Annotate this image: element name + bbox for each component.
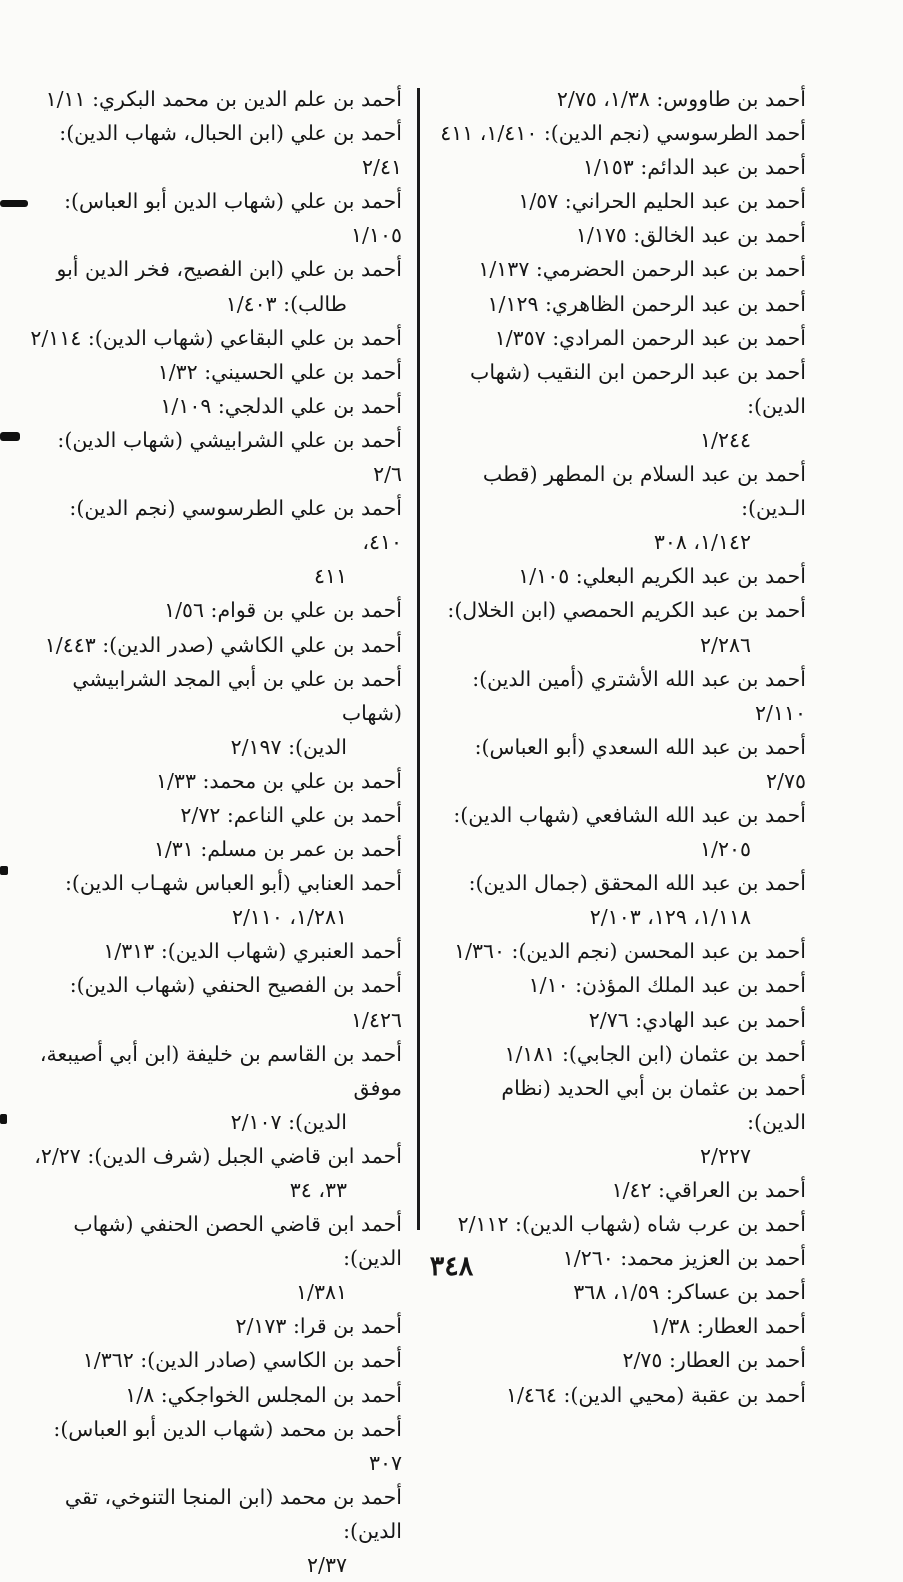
index-entry (438, 457, 806, 559)
index-entry-text: أحمد بن عقبة (محيي الدين): ١/٤٦٤ (505, 1382, 806, 1407)
index-entry (438, 150, 806, 184)
index-entry (30, 1309, 402, 1343)
index-entry (438, 116, 806, 150)
index-entry (438, 1343, 806, 1377)
index-entry-text: أحمد بن علي بن أبي المجد الشرابيشي (شهاب (72, 666, 402, 725)
index-entry (438, 593, 806, 661)
index-entry (438, 1037, 806, 1071)
scan-mark (0, 866, 8, 875)
index-entry (438, 1003, 806, 1037)
index-entry-text: أحمد بن عبد الكريم الحمصي (ابن الخلال): (447, 598, 806, 623)
index-entry-text: أحمد بن عبد الرحمن ابن النقيب (شهاب الدين): (470, 359, 806, 418)
index-entry-text: أحمد بن القاسم بن خليفة (ابن أبي أصيبعة، موفق (39, 1041, 402, 1100)
scan-mark (0, 200, 28, 207)
index-entry (30, 593, 402, 627)
index-entry-text: أحمد بن عبد الهادي: ٢/٧٦ (588, 1007, 806, 1032)
index-entry-text: أحمد بن عساكر: ١/٥٩، ٣٦٨ (573, 1280, 806, 1305)
index-entry-text: أحمد بن علي الدلجي: ١/١٠٩ (160, 393, 402, 418)
index-entry-text: أحمد بن علي البقاعي (شهاب الدين): ٢/١١٤ (30, 325, 402, 350)
index-entry-text: أحمد بن الكاسي (صادر الدين): ١/٣٦٢ (82, 1348, 402, 1373)
index-entry-continuation: الدين): ٢/١٩٧ (230, 734, 347, 759)
index-entry (30, 423, 402, 491)
index-entry-text: أحمد بن عبد السلام بن المطهر (قطب الـدين): (482, 462, 806, 521)
index-entry (438, 287, 806, 321)
index-entry-text: أحمد بن محمد (شهاب الدين أبو العباس): ٣٠٧ (53, 1416, 402, 1475)
index-entry-text: أحمد بن العزيز محمد: ١/٢٦٠ (562, 1246, 806, 1271)
index-entry-text: أحمد العطار: ١/٣٨ (650, 1314, 806, 1339)
index-entry (30, 832, 402, 866)
index-entry (30, 116, 402, 184)
index-entry (438, 1071, 806, 1173)
index-entry (438, 1207, 806, 1241)
index-entry (30, 628, 402, 662)
index-entry-text: أحمد بن عمر بن مسلم: ١/٣١ (153, 837, 402, 862)
index-entry-continuation: ٢/٢٨٦ (700, 632, 751, 657)
index-entry-text: أحمد بن عثمان بن أبي الحديد (نظام الدين): (501, 1075, 806, 1134)
index-entry-continuation: ٣٣، ٣٤ (289, 1178, 347, 1202)
index-entry (438, 321, 806, 355)
index-entry-text: أحمد بن علي بن قوام: ١/٥٦ (164, 598, 402, 623)
index-entry (30, 184, 402, 252)
index-entry-text: أحمد بن علم الدين بن محمد البكري: ١/١١ (45, 87, 402, 111)
index-entry (30, 252, 402, 320)
index-entry (30, 1139, 402, 1207)
index-entry (30, 934, 402, 968)
index-entry (438, 1173, 806, 1207)
index-entry-text: أحمد بن علي بن محمد: ١/٣٣ (156, 768, 402, 793)
index-column-left (30, 82, 402, 1582)
index-entry-continuation: ٢/٣٧ (307, 1553, 347, 1578)
index-entry-text: أحمد بن عبد الرحمن الظاهري: ١/١٢٩ (487, 291, 806, 316)
index-entry-text: أحمد بن الفصيح الحنفي (شهاب الدين): ١/٤٢٦ (69, 973, 402, 1032)
index-entry (438, 184, 806, 218)
index-entry-text: أحمد بن عبد الملك المؤذن: ١/١٠ (528, 973, 806, 998)
index-entry (438, 1309, 806, 1343)
index-entry-text: أحمد العنبري (شهاب الدين): ١/٣١٣ (103, 939, 402, 964)
index-entry (30, 1037, 402, 1139)
scan-mark (0, 432, 20, 441)
index-entry (438, 662, 806, 730)
index-entry (30, 1480, 402, 1582)
index-entry-text: أحمد بن علي الطرسوسي (نجم الدين): ٤١٠، (69, 496, 402, 555)
index-entry (30, 491, 402, 593)
index-entry-text: أحمد بن عثمان (ابن الجابي): ١/١٨١ (504, 1041, 806, 1066)
index-entry-text: أحمد بن علي (ابن الحبال، شهاب الدين): ٢/٤١ (59, 121, 402, 180)
index-entry-text: أحمد الطرسوسي (نجم الدين): ١/٤١٠، ٤١١ (440, 121, 806, 146)
index-entry (30, 662, 402, 764)
index-entry (438, 252, 806, 286)
index-entry-continuation: ١/١٤٢، ٣٠٨ (653, 530, 751, 555)
index-entry (438, 218, 806, 252)
index-entry (438, 355, 806, 457)
index-entry-text: أحمد بن المجلس الخواجكي: ١/٨ (125, 1382, 402, 1407)
index-entry (30, 389, 402, 423)
index-entry (30, 1412, 402, 1480)
index-entry-text: أحمد بن عبد الحليم الحراني: ١/٥٧ (518, 189, 806, 214)
index-entry-text: أحمد بن عبد الله الأشتري (أمين الدين): ٢/١١٠ (472, 666, 806, 725)
scan-mark (0, 1114, 7, 1124)
index-entry (438, 559, 806, 593)
index-entry (30, 764, 402, 798)
index-entry-continuation: ٢/٢٢٧ (700, 1143, 751, 1168)
index-entry-text: أحمد بن طاووس: ١/٣٨، ٢/٧٥ (556, 87, 806, 111)
index-entry-text: أحمد بن عبد الكريم البعلي: ١/١٠٥ (518, 564, 806, 589)
index-entry (438, 866, 806, 934)
index-entry-text: أحمد ابن قاضي الجبل (شرف الدين): ٢/٢٧، (34, 1143, 402, 1168)
index-column-right (438, 82, 806, 1412)
index-entry (30, 321, 402, 355)
index-entry-text: أحمد بن عبد الله الشافعي (شهاب الدين): (453, 802, 806, 827)
index-entry-text: أحمد بن عرب شاه (شهاب الدين): ٢/١١٢ (457, 1212, 806, 1237)
index-entry-text: أحمد العنابي (أبو العباس شهـاب الدين): (65, 871, 402, 896)
index-entry-continuation: ١/١١٨، ١٢٩، ٢/١٠٣ (589, 905, 751, 930)
index-entry-continuation: ١/٢٠٥ (700, 837, 751, 862)
index-entry (438, 934, 806, 968)
index-entry-text: أحمد بن علي الحسيني: ١/٣٢ (157, 359, 402, 384)
index-entry-text: أحمد بن العطار: ٢/٧٥ (622, 1348, 806, 1373)
index-entry-text: أحمد ابن قاضي الحصن الحنفي (شهاب الدين): (73, 1212, 402, 1271)
index-entry-text: أحمد بن قرا: ٢/١٧٣ (235, 1314, 402, 1339)
index-entry (30, 968, 402, 1036)
index-entry-text: أحمد بن علي (شهاب الدين أبو العباس): ١/١٠٥ (64, 189, 402, 248)
index-entry (438, 1378, 806, 1412)
index-entry (30, 798, 402, 832)
index-entry-text: أحمد بن علي الناعم: ٢/٧٢ (180, 802, 402, 827)
index-entry-continuation: الدين): ٢/١٠٧ (230, 1109, 347, 1134)
column-divider (417, 88, 420, 1230)
index-entry (438, 730, 806, 798)
index-entry-text: أحمد بن عبد الله السعدي (أبو العباس): ٢/٧٥ (474, 734, 806, 793)
index-entry-text: أحمد بن عبد الدائم: ١/١٥٣ (582, 155, 806, 180)
index-entry-text: أحمد بن عبد المحسن (نجم الدين): ١/٣٦٠ (454, 939, 806, 964)
index-entry-continuation: ٤١١ (313, 564, 347, 589)
index-entry-text: أحمد بن عبد الخالق: ١/١٧٥ (575, 223, 806, 248)
index-entry-text: أحمد بن عبد الرحمن المرادي: ١/٣٥٧ (494, 325, 806, 350)
index-entry (438, 82, 806, 116)
index-entry-continuation: ١/٣٨١ (296, 1280, 347, 1305)
index-entry-text: أحمد بن محمد (ابن المنجا التنوخي، تقي الدين): (64, 1484, 402, 1543)
index-entry (438, 968, 806, 1002)
index-entry (30, 1378, 402, 1412)
index-entry-text: أحمد بن عبد الله المحقق (جمال الدين): (468, 871, 806, 896)
index-entry-text: أحمد بن عبد الرحمن الحضرمي: ١/١٣٧ (478, 257, 806, 282)
index-entry-text: أحمد بن علي الكاشي (صدر الدين): ١/٤٤٣ (44, 632, 402, 657)
index-entry (30, 866, 402, 934)
index-entry (438, 798, 806, 866)
index-entry-continuation: طالب): ١/٤٠٣ (225, 291, 347, 316)
index-entry (30, 82, 402, 116)
index-entry (30, 355, 402, 389)
index-entry-continuation: ١/٢٤٤ (700, 427, 751, 452)
index-entry (30, 1343, 402, 1377)
index-entry-text: أحمد بن العراقي: ١/٤٢ (611, 1178, 806, 1202)
index-entry-text: أحمد بن علي (ابن الفصيح، فخر الدين أبو (56, 257, 402, 282)
page-number: ٣٤٨ (429, 1251, 474, 1282)
index-entry-continuation: ١/٢٨١، ٢/١١٠ (231, 905, 347, 930)
index-entry-text: أحمد بن علي الشرابيشي (شهاب الدين): ٢/٦ (57, 427, 402, 487)
